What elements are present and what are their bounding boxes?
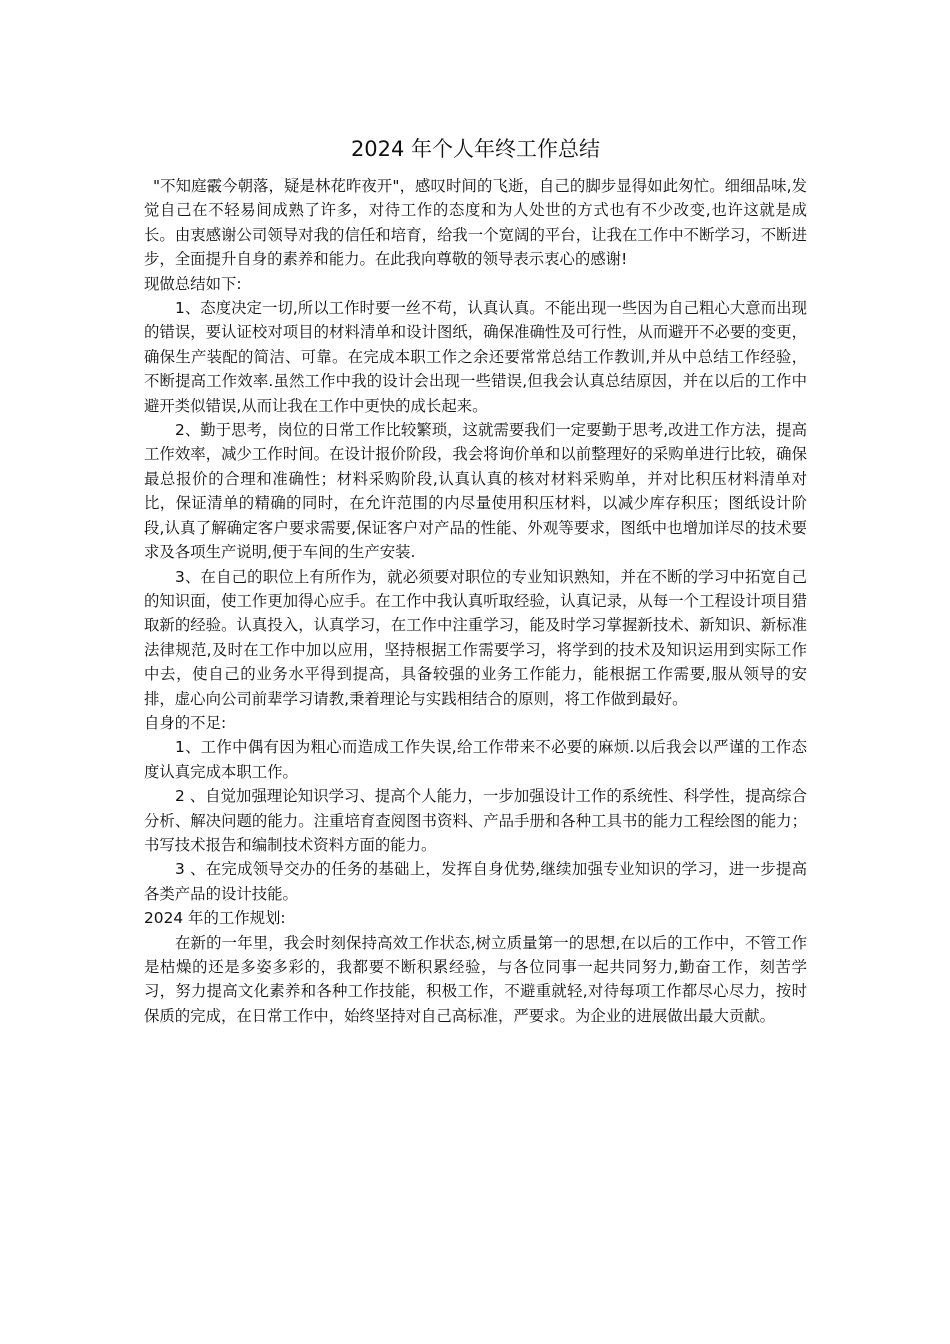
shortcoming-item: 1、工作中偶有因为粗心而造成工作失误,给工作带来不必要的麻烦.以后我会以严谨的工作态度认真完成本职工作。 xyxy=(144,738,807,781)
summary-item: 1、态度决定一切,所以工作时要一丝不苟，认真认真。不能出现一些因为自己粗心大意而出现的错误，要认证校对项目的材料清单和设计图纸，确保准确性及可行性，从而避开不必要的变更，确保生产装配的简洁、可靠。在完成本职工作之余还要常常总结工作教训,并从中总结工作经验，不断提高工作效率.虽然工作中我的设计会出现一些错误,但我会认真总结原因，并在以后的工作中避开类似错误,从而让我在工作中更快的成长起来。 xyxy=(144,299,807,415)
plan-paragraph: 在新的一年里，我会时刻保持高效工作状态,树立质量第一的思想,在以后的工作中，不管工作是枯燥的还是多姿多彩的，我都要不断积累经验，与各位同事一起共同努力,勤奋工作，刻苦学习，努力提高文化素养和各种工作技能，积极工作，不避重就轻,对待每项工作都尽心尽力，按时保质的完成，在日常工作中，始终坚持对自己高标准，严要求。为企业的进展做出最大贡献。 xyxy=(144,933,807,1025)
plan-heading: 2024 年的工作规划: xyxy=(144,909,286,928)
shortcoming-item: 2 、自觉加强理论知识学习、提高个人能力，一步加强设计工作的系统性、科学性，提高综合分析、解决问题的能力。注重培育查阅图书资料、产品手册和各种工具书的能力工程绘图的能力；书写技术报告和编制技术资料方面的能力。 xyxy=(144,787,807,854)
shortcomings-heading: 自身的不足: xyxy=(144,713,227,732)
document-page xyxy=(144,134,807,1028)
summary-item: 3、在自己的职位上有所作为，就必须要对职位的专业知识熟知，并在不断的学习中拓宽自己的知识面，使工作更加得心应手。在工作中我认真听取经验，认真记录，从每一个工程设计项目猎取新的经验。认真投入，认真学习，在工作中注重学习，能及时学习掌握新技术、新知识、新标准法律规范,及时在工作中加以应用，坚持根据工作需要学习，将学到的技术及知识运用到实际工作中去，使自己的业务水平得到提高，具备较强的业务工作能力，能根据工作需要,服从领导的安排，虚心向公司前辈学习请教,秉着理论与实践相结合的原则，将工作做到最好。 xyxy=(144,567,807,708)
summary-heading: 现做总结如下: xyxy=(144,274,242,293)
shortcoming-item: 3 、在完成领导交办的任务的基础上，发挥自身优势,继续加强专业知识的学习，进一步提高各类产品的设计技能。 xyxy=(144,860,807,903)
document-title: 2024 年个人年终工作总结 xyxy=(350,137,601,161)
summary-item: 2、勤于思考，岗位的日常工作比较繁琐，这就需要我们一定要勤于思考,改进工作方法，提高工作效率，减少工作时间。在设计报价阶段，我会将询价单和以前整理好的采购单进行比较，确保最总报价的合理和准确性；材料采购阶段,认真认真的核对材料采购单，并对比积压材料清单对比，保证清单的精确的同时，在允许范围的内尽量使用积压材料，以减少库存积压；图纸设计阶段,认真了解确定客户要求需要,保证客户对产品的性能、外观等要求，图纸中也增加详尽的技术要求及各项生产说明,便于车间的生产安装. xyxy=(144,421,807,562)
intro-paragraph: "不知庭霰今朝落，疑是林花昨夜开"，感叹时间的飞逝，自己的脚步显得如此匆忙。细细品味,发觉自己在不轻易间成熟了许多，对待工作的态度和为人处世的方式也有不少改变,也许这就是成长。由衷感谢公司领导对我的信任和培育，给我一个宽阔的平台，让我在工作中不断学习，不断进步，全面提升自身的素养和能力。在此我向尊敬的领导表示衷心的感谢! xyxy=(144,177,807,269)
